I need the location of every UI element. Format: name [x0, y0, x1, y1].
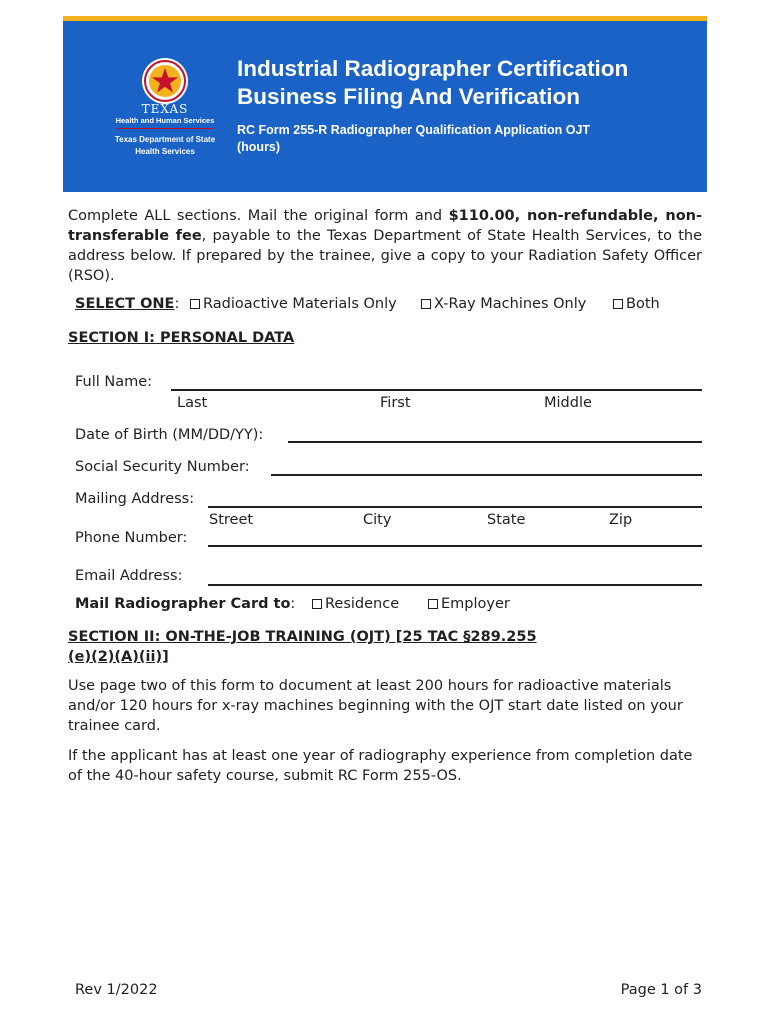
- option-both[interactable]: [611, 294, 660, 314]
- phone-label: Phone Number:: [75, 530, 188, 546]
- option-employer[interactable]: [426, 594, 510, 614]
- full-name-label: Full Name:: [75, 374, 153, 390]
- option-radioactive-label: Radioactive Materials Only: [203, 296, 397, 312]
- page-number: Page 1 of 3: [620, 982, 702, 998]
- section-2-heading-line-1: SECTION II: ON-THE-JOB TRAINING (OJT) [25 TAC §289.255: [68, 629, 537, 645]
- xray-checkbox[interactable]: [421, 299, 431, 309]
- radioactive-checkbox[interactable]: [190, 299, 200, 309]
- option-residence-label: Residence: [325, 596, 400, 612]
- mail-card-colon: :: [290, 596, 296, 612]
- select-one-colon: :: [174, 296, 180, 312]
- select-one-row: [75, 294, 179, 314]
- mailing-address-label: Mailing Address:: [75, 491, 195, 507]
- title-line-1: Industrial Radiographer Certification: [237, 56, 629, 81]
- option-xray-label: X-Ray Machines Only: [434, 296, 587, 312]
- form-subtitle: [237, 122, 687, 156]
- both-checkbox[interactable]: [613, 299, 623, 309]
- name-first-label: First: [380, 395, 411, 411]
- mail-card-label: Mail Radiographer Card to: [75, 596, 291, 612]
- intro-paragraph: [68, 206, 702, 286]
- select-one-label: SELECT ONE: [75, 296, 175, 312]
- section-2-heading-line-2: (e)(2)(A)(ii)]: [68, 649, 169, 665]
- address-zip-label: Zip: [609, 512, 633, 528]
- section-2-paragraph-2: If the applicant has at least one year of radiography experience from completion date of the 40-hour safety course, submit RC Form 255-OS.: [68, 748, 693, 784]
- name-middle-label: Middle: [544, 395, 592, 411]
- address-street-label: Street: [209, 512, 254, 528]
- email-label: Email Address:: [75, 568, 183, 584]
- ssn-field[interactable]: [271, 474, 702, 476]
- section-1-heading: SECTION I: PERSONAL DATA: [68, 330, 295, 346]
- full-name-field[interactable]: [171, 389, 702, 391]
- title-line-2: Business Filing And Verification: [237, 84, 580, 109]
- logo-dept-text: Texas Department of State Health Services: [114, 135, 216, 156]
- address-state-label: State: [487, 512, 526, 528]
- mailing-address-field[interactable]: [208, 506, 702, 508]
- dob-field[interactable]: [288, 441, 702, 443]
- fee-text: $110.00, non-refundable, non-transferable fee: [68, 208, 702, 244]
- phone-field[interactable]: [208, 545, 702, 547]
- option-both-label: Both: [626, 296, 660, 312]
- option-residence[interactable]: [310, 594, 399, 614]
- employer-checkbox[interactable]: [428, 599, 438, 609]
- form-subtitle-line-1: RC Form 255-R Radiographer Qualification Application OJT: [237, 123, 591, 137]
- intro-text-1: Complete ALL sections. Mail the original form and: [68, 208, 449, 224]
- option-radioactive[interactable]: [188, 294, 397, 314]
- dob-label: Date of Birth (MM/DD/YY):: [75, 427, 264, 443]
- option-employer-label: Employer: [441, 596, 510, 612]
- logo-divider: [117, 128, 213, 129]
- email-field[interactable]: [208, 584, 702, 586]
- ssn-label: Social Security Number:: [75, 459, 250, 475]
- logo-hhs-text: Health and Human Services: [115, 116, 215, 125]
- mail-card-row: [75, 594, 295, 614]
- texas-seal-icon: [141, 57, 189, 105]
- section-2-paragraph-1: Use page two of this form to document at least 200 hours for radioactive materials and/or 120 hours for x-ray machines beginning with the OJT start date listed on your trainee card.: [68, 678, 683, 734]
- name-last-label: Last: [177, 395, 208, 411]
- form-title: [237, 55, 687, 111]
- revision-date: Rev 1/2022: [75, 982, 158, 998]
- logo-texas-text: TEXAS: [141, 102, 189, 116]
- residence-checkbox[interactable]: [312, 599, 322, 609]
- intro-text-2: , payable to the Texas Department of State Health Services, to the address below. If prepared by the trainee, give a copy to your Radiation Safety Officer (RSO).: [68, 228, 703, 284]
- form-subtitle-line-2: (hours): [237, 140, 281, 154]
- address-city-label: City: [363, 512, 392, 528]
- option-xray[interactable]: [419, 294, 586, 314]
